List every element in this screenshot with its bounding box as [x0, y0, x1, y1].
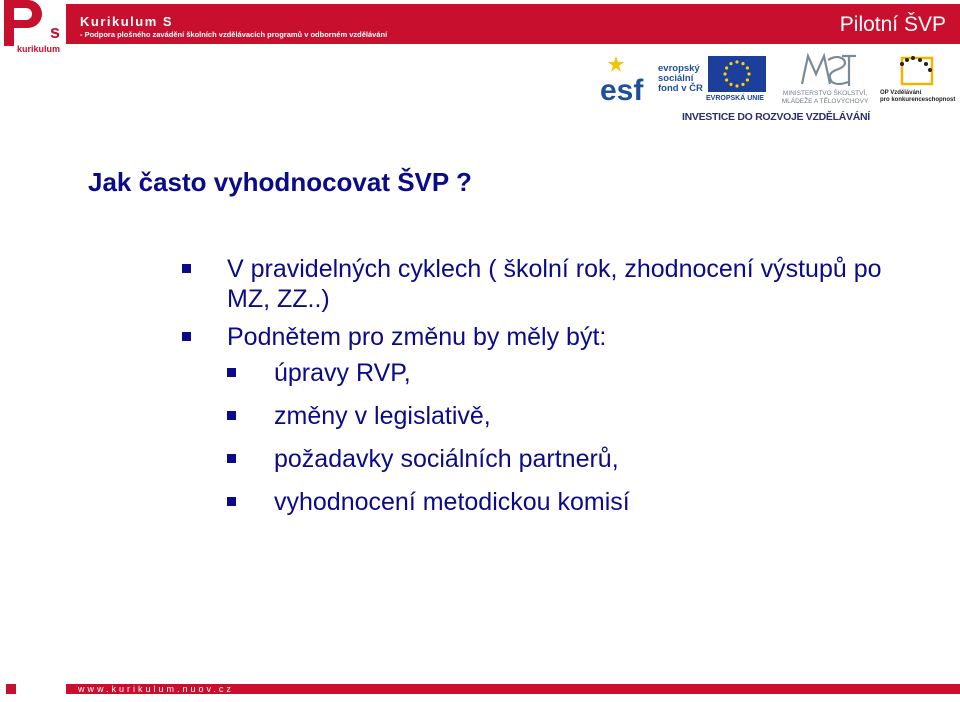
esf-logo-icon [600, 54, 658, 104]
square-bullet-icon [227, 454, 236, 463]
square-bullet-icon [182, 332, 191, 341]
list-item [180, 322, 900, 517]
sub-list-item [227, 358, 900, 388]
list-item-text: V pravidelných cyklech ( školní rok, zhodnocení výstupů po MZ, ZZ..) [227, 255, 882, 313]
square-bullet-icon [227, 411, 236, 420]
investice-slogan: INVESTICE DO ROZVOJE VZDĚLÁVÁNÍ [682, 111, 870, 123]
op-logo-icon [896, 52, 940, 88]
esf-text-line: sociální [658, 73, 694, 84]
square-bullet-icon [182, 264, 191, 273]
sub-list-item-text: změny v legislativě, [274, 402, 491, 430]
msmt-logo-icon [798, 52, 858, 88]
list-item-text: Podnětem pro změnu by měly být: [227, 323, 607, 351]
op-label [880, 90, 960, 104]
logo-wordmark: kurikulum [17, 44, 61, 54]
sub-list-item [227, 487, 900, 517]
partner-logos [598, 52, 960, 124]
square-bullet-icon [227, 497, 236, 506]
msmt-label-line: MLÁDEŽE A TĚLOVÝCHOVY [781, 97, 869, 105]
msmt-label [774, 90, 876, 105]
kurikulum-logo [0, 0, 64, 56]
op-label-line: OP Vzdělávání [880, 90, 922, 96]
eu-label: EVROPSKÁ UNIE [706, 95, 764, 102]
msmt-label-line: MINISTERSTVO ŠKOLSTVÍ, [782, 90, 868, 97]
footer-bar [66, 684, 960, 694]
logo-s-letter: s [50, 22, 61, 42]
sub-list-item [227, 444, 900, 474]
sub-list-item-text: požadavky sociálních partnerů, [274, 445, 619, 473]
bullet-list [180, 254, 900, 530]
sub-list-item [227, 401, 900, 431]
sub-list-item-text: úpravy RVP, [274, 359, 411, 387]
footer-square [6, 684, 16, 694]
header-subtitle: - Podpora plošného zavádění školních vzdělávacích programů v odborném vzdělávání [80, 30, 388, 39]
header-pilot-label: Pilotní ŠVP [839, 13, 946, 36]
list-item [180, 254, 900, 314]
slide-title: Jak často vyhodnocovat ŠVP ? [88, 167, 472, 197]
sub-bullet-list [227, 358, 900, 517]
esf-text [658, 64, 703, 94]
sub-list-item-text: vyhodnocení metodickou komisí [274, 488, 630, 516]
header-title: Kurikulum S [80, 14, 174, 29]
eu-flag-icon [708, 56, 766, 92]
footer-url: www.kurikulum.nuov.cz [78, 684, 234, 694]
square-bullet-icon [227, 368, 236, 377]
esf-text-line: fond v ČR [658, 83, 703, 94]
esf-text-line: evropský [658, 63, 700, 74]
header-bar [66, 4, 960, 44]
op-label-line: pro konkurenceschopnost [880, 97, 956, 103]
logo-p-icon [4, 0, 42, 46]
svg-text:esf: esf [600, 74, 644, 104]
